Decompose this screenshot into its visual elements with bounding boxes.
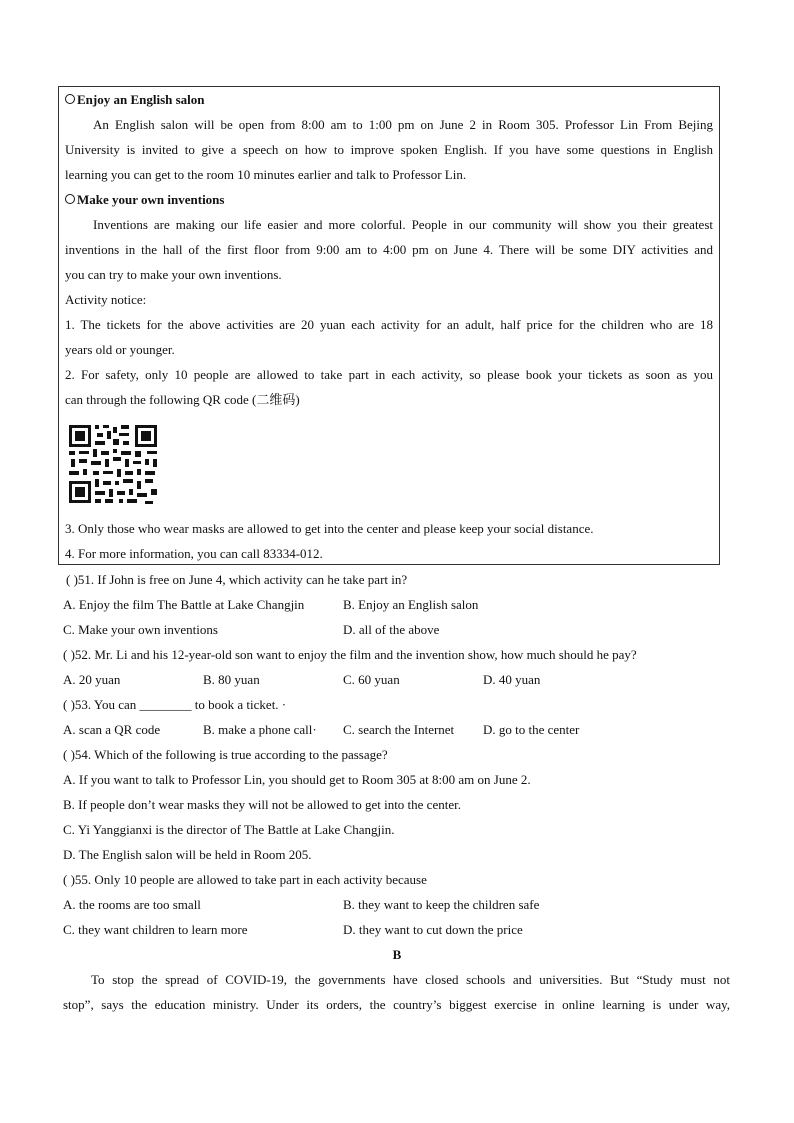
- option-b: B. If people don’t wear masks they will not be allowed to get into the center.: [63, 797, 461, 812]
- question-53: ( )53. You can ________ to book a ticket. ·: [63, 697, 287, 712]
- option-c: C. they want children to learn more: [63, 922, 248, 937]
- notice-title: Activity notice:: [65, 292, 147, 307]
- circle-bullet-icon: [65, 194, 75, 204]
- option-b: B. Enjoy an English salon: [343, 597, 479, 612]
- notice-item-1: years old or younger.: [65, 342, 175, 357]
- option-c: C. Make your own inventions: [63, 622, 218, 637]
- section-b-text: stop”, says the education ministry. Under its orders, the country’s biggest exercise in online learning is under way,: [63, 997, 730, 1012]
- salon-heading: Enjoy an English salon: [65, 87, 713, 112]
- option-d: D. go to the center: [483, 722, 580, 737]
- option-a: A. the rooms are too small: [63, 897, 201, 912]
- option-b: B. they want to keep the children safe: [343, 897, 540, 912]
- notice-item-2: can through the following QR code (二维码): [65, 392, 300, 407]
- option-d: D. 40 yuan: [483, 672, 541, 687]
- salon-text: learning you can get to the room 10 minutes earlier and talk to Professor Lin.: [65, 167, 467, 182]
- option-a: A. scan a QR code: [63, 722, 161, 737]
- salon-text: University is invited to give a speech on how to improve spoken English. If you have some questions in English: [65, 142, 713, 157]
- question-55: ( )55. Only 10 people are allowed to take part in each activity because: [63, 872, 427, 887]
- option-c: C. 60 yuan: [343, 672, 400, 687]
- section-b-text: To stop the spread of COVID-19, the governments have closed schools and universities. But “Study must not: [91, 972, 730, 987]
- option-c: C. Yi Yanggianxi is the director of The Battle at Lake Changjin.: [63, 822, 395, 837]
- option-a: A. 20 yuan: [63, 672, 121, 687]
- circle-bullet-icon: [65, 94, 75, 104]
- option-d: D. all of the above: [343, 622, 440, 637]
- salon-text: An English salon will be open from 8:00 am to 1:00 pm on June 2 in Room 305. Professor Lin From Bejing: [93, 117, 713, 132]
- inventions-text: you can try to make your own inventions.: [65, 267, 282, 282]
- option-a: A. Enjoy the film The Battle at Lake Changjin: [63, 597, 305, 612]
- question-51: ( )51. If John is free on June 4, which activity can he take part in?: [66, 572, 408, 587]
- question-52: ( )52. Mr. Li and his 12-year-old son want to enjoy the film and the invention show, how much should he pay?: [63, 647, 637, 662]
- notice-item-1: 1. The tickets for the above activities are 20 yuan each activity for an adult, half price for the children who are 18: [65, 317, 713, 332]
- inventions-heading: Make your own inventions: [65, 187, 713, 212]
- option-b: B. 80 yuan: [203, 672, 260, 687]
- inventions-text: Inventions are making our life easier and more colorful. People in our community will show you their greatest: [93, 217, 713, 232]
- option-b: B. make a phone call·: [203, 722, 317, 737]
- notice-item-4: 4. For more information, you can call 83334-012.: [65, 546, 323, 561]
- inventions-text: inventions in the hall of the first floor from 9:00 am to 4:00 pm on June 4. There will be some DIY activities and: [65, 242, 713, 257]
- option-c: C. search the Internet: [343, 722, 455, 737]
- option-d: D. The English salon will be held in Room 205.: [63, 847, 312, 862]
- option-a: A. If you want to talk to Professor Lin, you should get to Room 305 at 8:00 am on June 2.: [63, 772, 531, 787]
- notice-item-3: 3. Only those who wear masks are allowed to get into the center and please keep your social distance.: [65, 521, 594, 536]
- option-d: D. they want to cut down the price: [343, 922, 523, 937]
- notice-item-2: 2. For safety, only 10 people are allowed to take part in each activity, so please book your tickets as soon as you: [65, 367, 713, 382]
- section-b-label: B: [392, 947, 402, 962]
- notice-box: [58, 86, 720, 565]
- question-54: ( )54. Which of the following is true according to the passage?: [63, 747, 388, 762]
- qr-code-icon: [67, 423, 159, 505]
